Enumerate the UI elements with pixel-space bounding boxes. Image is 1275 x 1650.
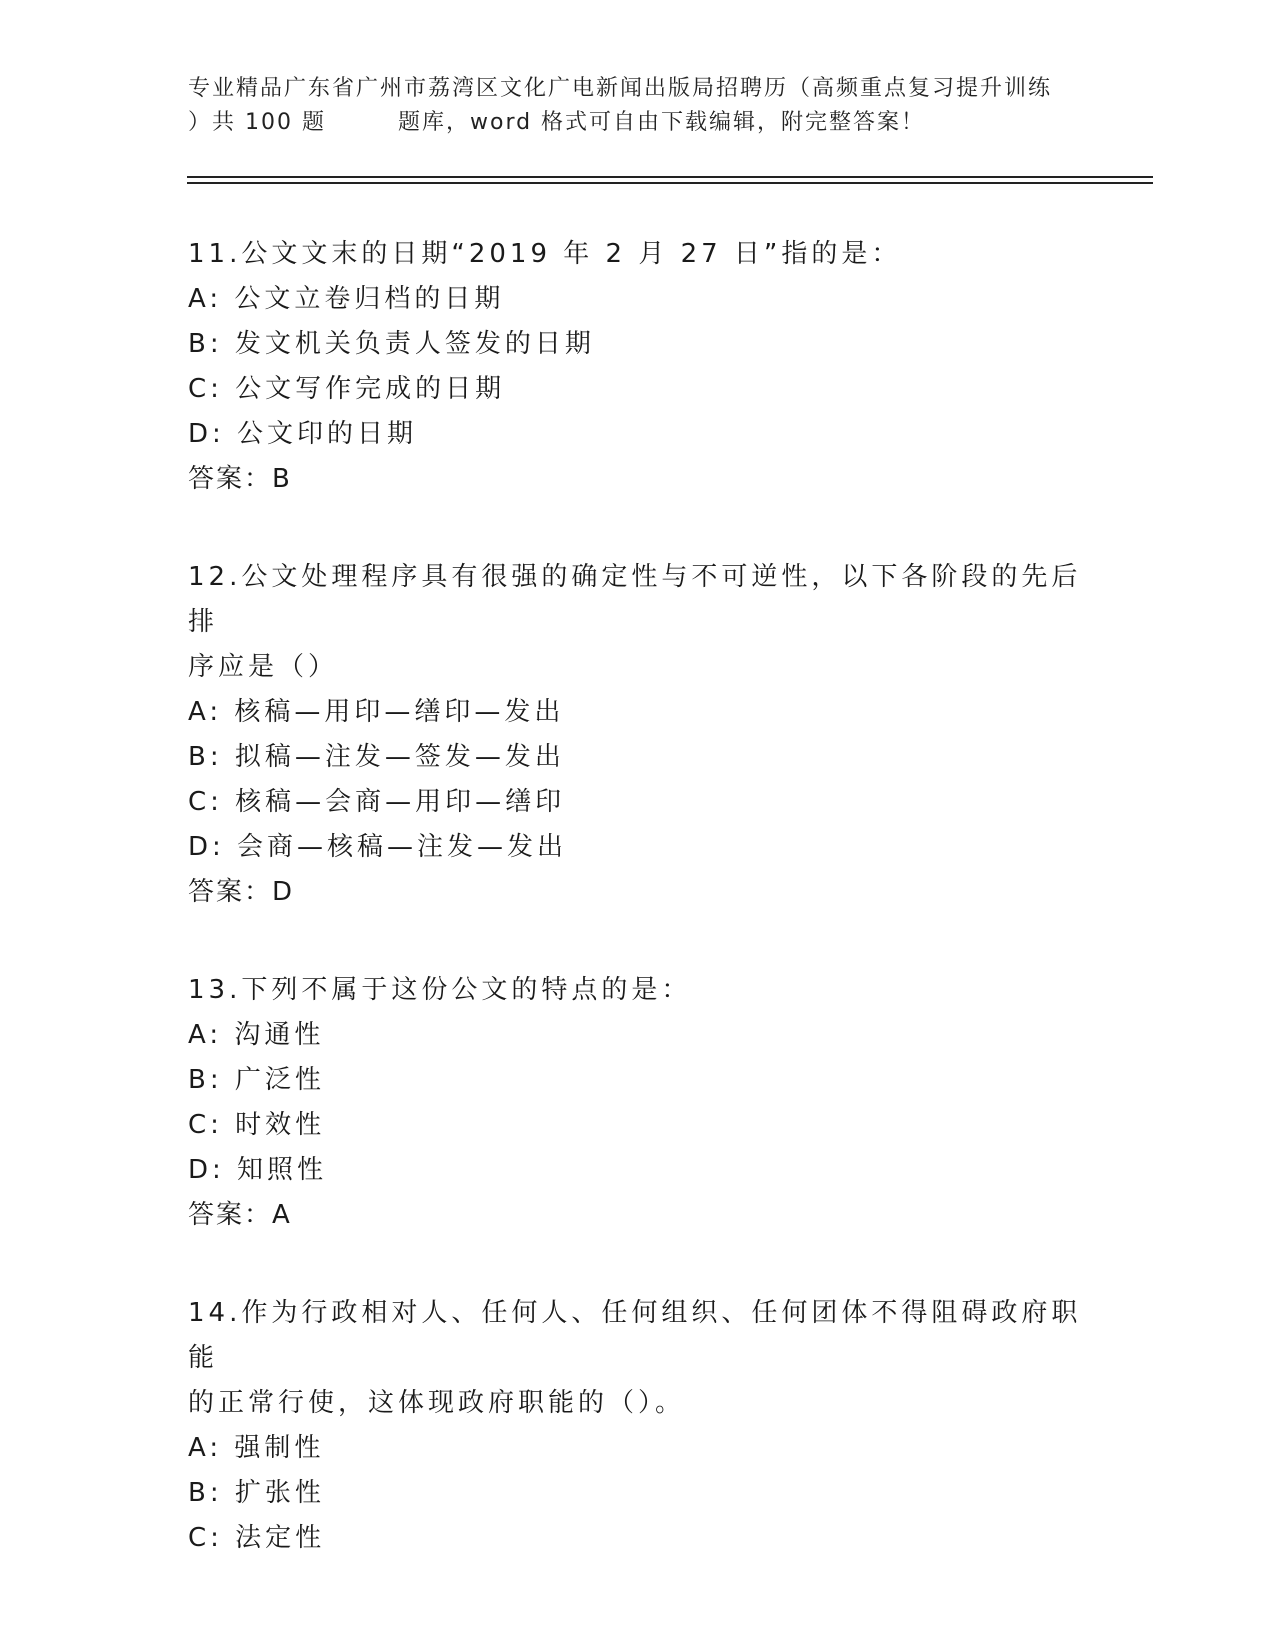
- header-description: 题库，word 格式可自由下载编辑，附完整答案！: [397, 110, 926, 135]
- option-a: A: 公文立卷归档的日期: [188, 284, 505, 314]
- option-a: A: 沟通性: [188, 1020, 325, 1050]
- option-d: D: 会商—核稿—注发—发出: [188, 832, 568, 862]
- question-text-line-1: 14.作为行政相对人、任何人、任何组织、任何团体不得阻碍政府职能: [188, 1298, 1082, 1373]
- option-d: D: 知照性: [188, 1155, 328, 1185]
- question-13: [188, 968, 1088, 1238]
- question-list: [188, 232, 1088, 1561]
- option-b: B: 广泛性: [188, 1065, 325, 1095]
- option-a: A: 强制性: [188, 1433, 325, 1463]
- option-c: C: 法定性: [188, 1523, 326, 1553]
- answer: 答案：B: [188, 464, 292, 494]
- question-text-line-2: 序应是（）: [188, 652, 339, 682]
- header-line-2: [188, 106, 1088, 140]
- question-text-line-1: 12.公文处理程序具有很强的确定性与不可逆性，以下各阶段的先后排: [188, 562, 1082, 637]
- question-text: 13.下列不属于这份公文的特点的是：: [188, 975, 692, 1005]
- document-header: [188, 72, 1088, 140]
- question-text-line-2: 的正常行使，这体现政府职能的（）。: [188, 1388, 686, 1418]
- answer: 答案：D: [188, 877, 295, 907]
- question-11: [188, 232, 1088, 502]
- answer: 答案：A: [188, 1200, 292, 1230]
- header-divider-top: [187, 176, 1153, 178]
- header-divider-bottom: [187, 182, 1153, 184]
- option-c: C: 时效性: [188, 1110, 326, 1140]
- option-a: A: 核稿—用印—缮印—发出: [188, 697, 565, 727]
- option-c: C: 公文写作完成的日期: [188, 374, 506, 404]
- header-question-count: ）共 100 题: [188, 110, 326, 135]
- option-d: D: 公文印的日期: [188, 419, 418, 449]
- option-b: B: 发文机关负责人签发的日期: [188, 329, 595, 359]
- question-12: [188, 555, 1088, 915]
- question-14: [188, 1291, 1088, 1561]
- option-b: B: 拟稿—注发—签发—发出: [188, 742, 565, 772]
- header-line-1: 专业精品广东省广州市荔湾区文化广电新闻出版局招聘历（高频重点复习提升训练: [188, 76, 1053, 101]
- option-c: C: 核稿—会商—用印—缮印: [188, 787, 566, 817]
- option-b: B: 扩张性: [188, 1478, 325, 1508]
- question-text: 11.公文文末的日期“2019 年 2 月 27 日”指的是：: [188, 239, 902, 269]
